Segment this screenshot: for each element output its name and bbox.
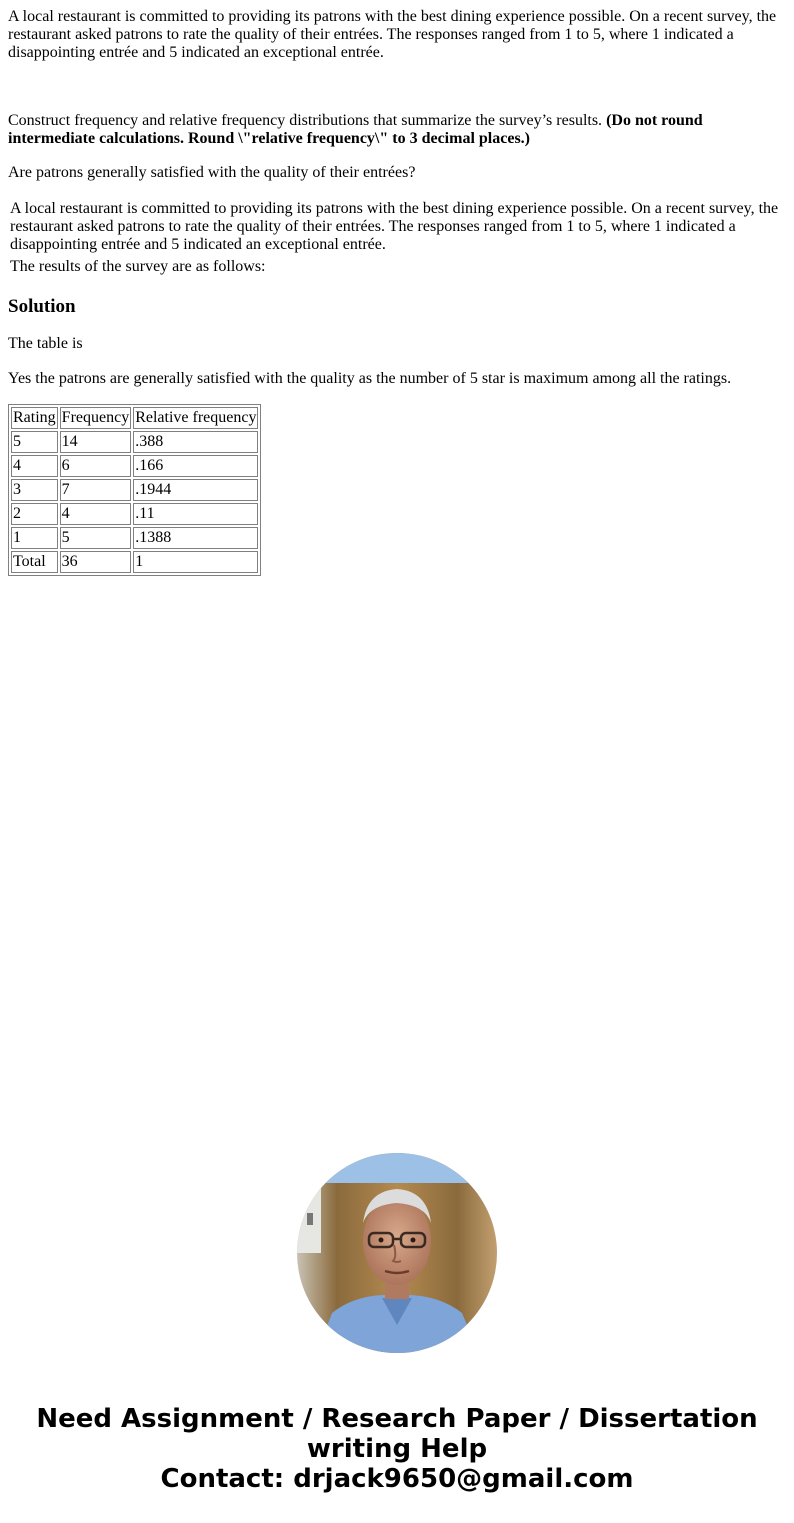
rating-cell: 1 bbox=[11, 527, 58, 549]
table-row bbox=[11, 455, 258, 477]
repeated-intro: A local restaurant is committed to providing its patrons with the best dining experience possible. On a recent survey, the restaurant asked patrons to rate the quality of their entrées. The responses ranged from 1 to 5, where 1 indicated a disappointing entrée and 5 indicated an exceptional entrée. bbox=[10, 200, 779, 253]
solution-heading: Solution bbox=[8, 296, 76, 317]
document-body bbox=[8, 8, 786, 576]
relative-frequency-cell: .166 bbox=[133, 455, 258, 477]
construct-instruction bbox=[8, 112, 786, 148]
frequency-cell: 5 bbox=[60, 527, 132, 549]
relative-frequency-cell: .11 bbox=[133, 503, 258, 525]
frequency-cell: 7 bbox=[60, 479, 132, 501]
table-total-row bbox=[11, 551, 258, 573]
question-intro: A local restaurant is committed to providing its patrons with the best dining experience possible. On a recent survey, the restaurant asked patrons to rate the quality of their entrées. The responses ranged from 1 to 5, where 1 indicated a disappointing entrée and 5 indicated an exceptional entrée. bbox=[8, 8, 777, 61]
relative-frequency-cell: .1944 bbox=[133, 479, 258, 501]
rounding-note: (Do not round intermediate calculations. Round \"relative frequency\" to 3 decimal places.) bbox=[8, 112, 703, 147]
header-frequency: Frequency bbox=[60, 407, 132, 429]
header-relative-frequency: Relative frequency bbox=[133, 407, 258, 429]
satisfaction-question: Are patrons generally satisfied with the quality of their entrées? bbox=[8, 164, 416, 181]
frequency-cell: 6 bbox=[60, 455, 132, 477]
repeated-question-block bbox=[8, 200, 784, 276]
rating-cell: 2 bbox=[11, 503, 58, 525]
rating-cell: 3 bbox=[11, 479, 58, 501]
table-intro: The table is bbox=[8, 335, 83, 352]
frequency-cell: 14 bbox=[60, 431, 132, 453]
footer-help-line: Need Assignment / Research Paper / Dissertation writing Help bbox=[36, 1404, 758, 1464]
author-portrait-icon bbox=[297, 1153, 497, 1353]
author-photo bbox=[297, 1153, 497, 1353]
table-row bbox=[11, 431, 258, 453]
rating-cell: 4 bbox=[11, 455, 58, 477]
relative-frequency-cell: .388 bbox=[133, 431, 258, 453]
table-row bbox=[11, 527, 258, 549]
frequency-table bbox=[8, 404, 261, 576]
relative-frequency-cell: .1388 bbox=[133, 527, 258, 549]
solution-answer: Yes the patrons are generally satisfied with the quality as the number of 5 star is maximum among all the ratings. bbox=[8, 370, 732, 387]
contact-footer bbox=[0, 1404, 794, 1494]
construct-text: Construct frequency and relative frequency distributions that summarize the survey’s results. bbox=[8, 112, 607, 129]
header-rating: Rating bbox=[11, 407, 58, 429]
table-header-row bbox=[11, 407, 258, 429]
rating-cell: 5 bbox=[11, 431, 58, 453]
total-frequency-cell: 36 bbox=[60, 551, 132, 573]
footer-contact-line: Contact: drjack9650@gmail.com bbox=[160, 1464, 634, 1494]
table-row bbox=[11, 479, 258, 501]
table-row bbox=[11, 503, 258, 525]
frequency-cell: 4 bbox=[60, 503, 132, 525]
total-label-cell: Total bbox=[11, 551, 58, 573]
results-line: The results of the survey are as follows: bbox=[10, 258, 266, 275]
total-relative-frequency-cell: 1 bbox=[133, 551, 258, 573]
